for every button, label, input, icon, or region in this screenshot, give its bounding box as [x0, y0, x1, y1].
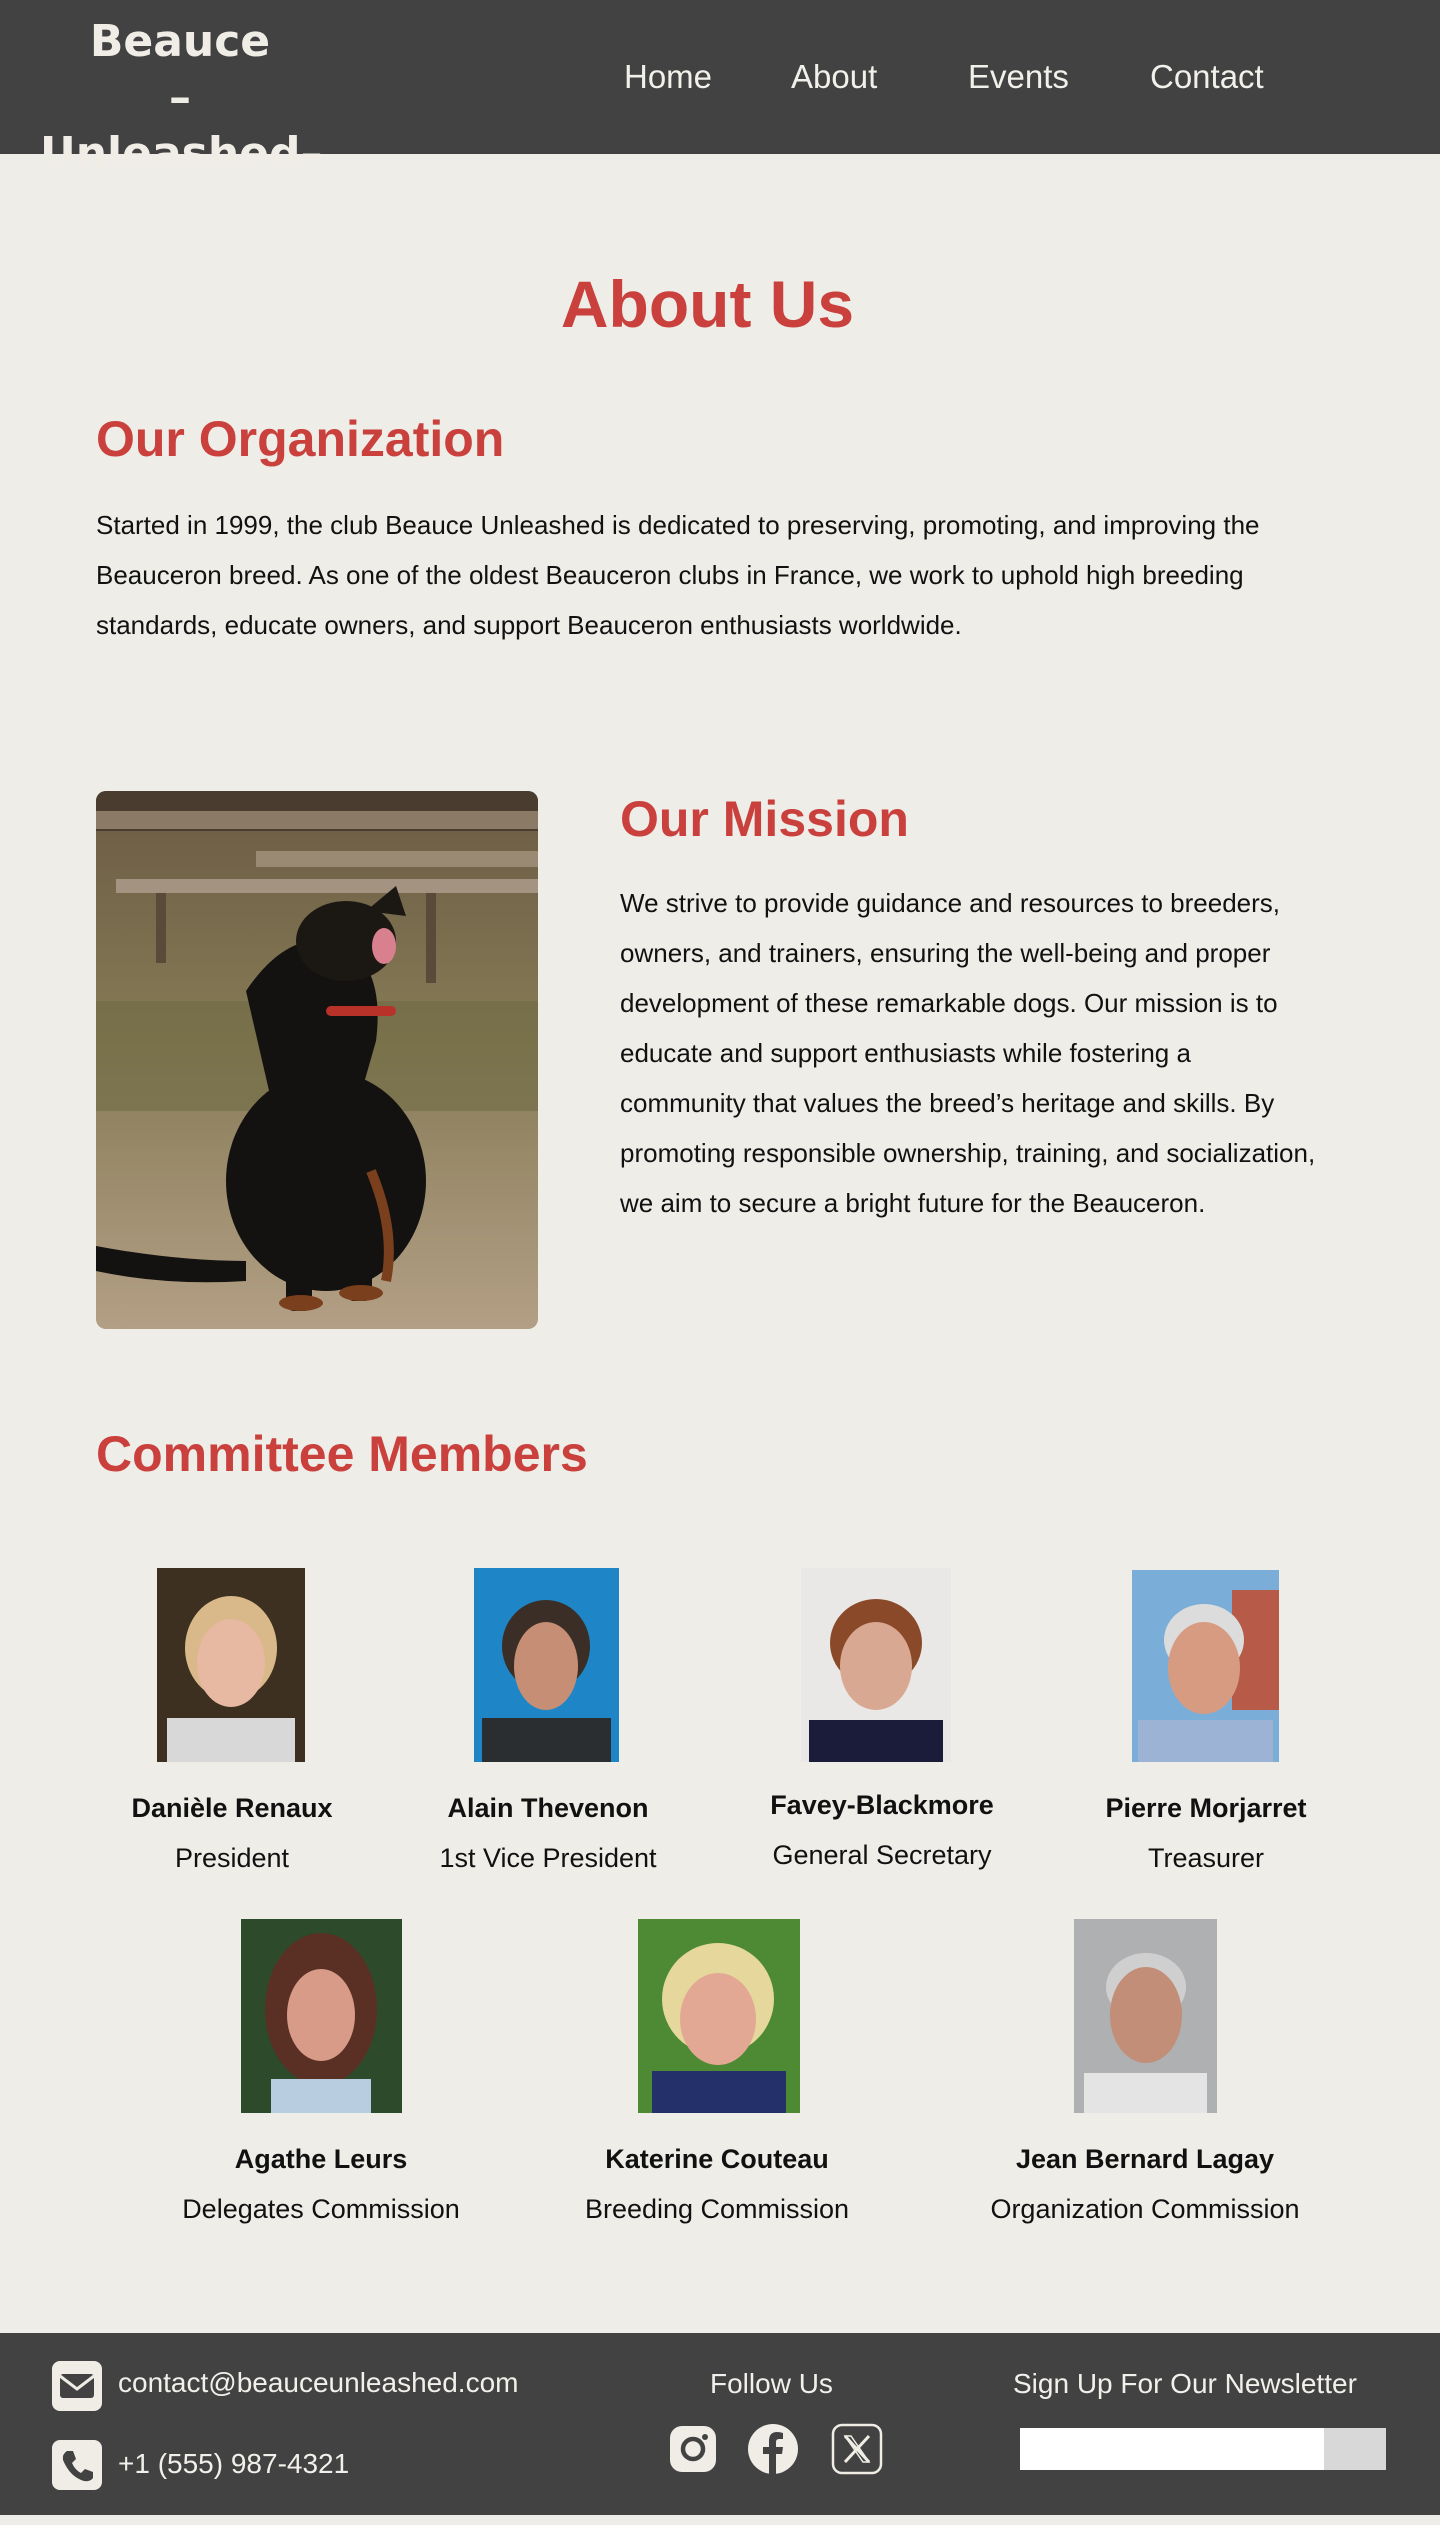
member-photo [801, 1568, 951, 1762]
mission-dog-photo [96, 791, 538, 1329]
mission-text: We strive to provide guidance and resources to breeders, owners, and trainers, ensuring the well-being and proper development of these remarkable dogs. Our mission is to educate and support enthusiasts while fostering a community that values the breed’s heritage and skills. By promoting responsible ownership, training, and socialization, we aim to secure a bright future for the Beauceron. [620, 888, 1316, 1218]
page-title: About Us [560, 267, 855, 341]
logo-line-1: Beauce [89, 16, 271, 67]
member-photo [638, 1919, 800, 2113]
member-card [712, 1787, 1052, 1873]
member-role: Treasurer [1147, 1843, 1265, 1873]
member-card [1036, 1790, 1376, 1876]
member-name: Alain Thevenon [447, 1793, 649, 1823]
member-photo [474, 1568, 619, 1762]
x-icon[interactable] [830, 2422, 884, 2476]
site-footer [0, 2333, 1440, 2515]
member-card [547, 2141, 887, 2227]
member-card [62, 1790, 402, 1876]
committee-heading: Committee Members [96, 1426, 588, 1482]
member-role: President [174, 1843, 290, 1873]
member-card [378, 1790, 718, 1876]
organization-heading: Our Organization [96, 411, 505, 467]
mail-icon [52, 2361, 102, 2411]
facebook-icon[interactable] [746, 2422, 800, 2476]
newsletter-heading: Sign Up For Our Newsletter [1013, 2368, 1357, 2399]
member-card [151, 2141, 491, 2227]
newsletter-email-input[interactable] [1020, 2428, 1324, 2470]
member-role: Breeding Commission [584, 2194, 850, 2224]
footer-phone-link[interactable]: +1 (555) 987-4321 [118, 2448, 350, 2479]
member-name: Danièle Renaux [131, 1793, 333, 1823]
member-name: Katerine Couteau [605, 2144, 829, 2174]
organization-text: Started in 1999, the club Beauce Unleashed is dedicated to preserving, promoting, and improving the Beauceron breed. As one of the oldest Beauceron clubs in France, we work to uphold high breeding standards, educate owners, and support Beauceron enthusiasts worldwide. [96, 510, 1260, 640]
member-name: Pierre Morjarret [1105, 1793, 1307, 1823]
member-card [975, 2141, 1315, 2227]
nav-events[interactable]: Events [968, 58, 1069, 95]
nav-home[interactable]: Home [624, 58, 713, 95]
nav-contact[interactable]: Contact [1150, 58, 1264, 95]
mission-heading: Our Mission [620, 791, 909, 847]
member-photo [1132, 1570, 1279, 1762]
footer-email-link[interactable]: contact@beauceunleashed.com [118, 2367, 519, 2398]
dog-illustration [96, 791, 538, 1329]
member-name: Favey-Blackmore [770, 1790, 994, 1820]
member-name: Jean Bernard Lagay [1015, 2144, 1275, 2174]
phone-icon [52, 2440, 102, 2490]
member-photo [1074, 1919, 1217, 2113]
nav-about[interactable]: About [791, 58, 878, 95]
member-photo [241, 1919, 402, 2113]
newsletter-submit-button[interactable] [1324, 2428, 1386, 2470]
logo-line-2: –Unleashed– [40, 72, 323, 179]
member-role: General Secretary [772, 1840, 992, 1870]
member-role: Organization Commission [990, 2194, 1300, 2224]
instagram-icon[interactable] [666, 2422, 720, 2476]
member-name: Agathe Leurs [234, 2144, 408, 2174]
member-role: Delegates Commission [182, 2194, 460, 2224]
member-role: 1st Vice President [439, 1843, 657, 1873]
member-photo [157, 1568, 305, 1762]
main-nav [0, 58, 1440, 108]
follow-us-heading: Follow Us [710, 2368, 833, 2399]
site-header [0, 0, 1440, 179]
